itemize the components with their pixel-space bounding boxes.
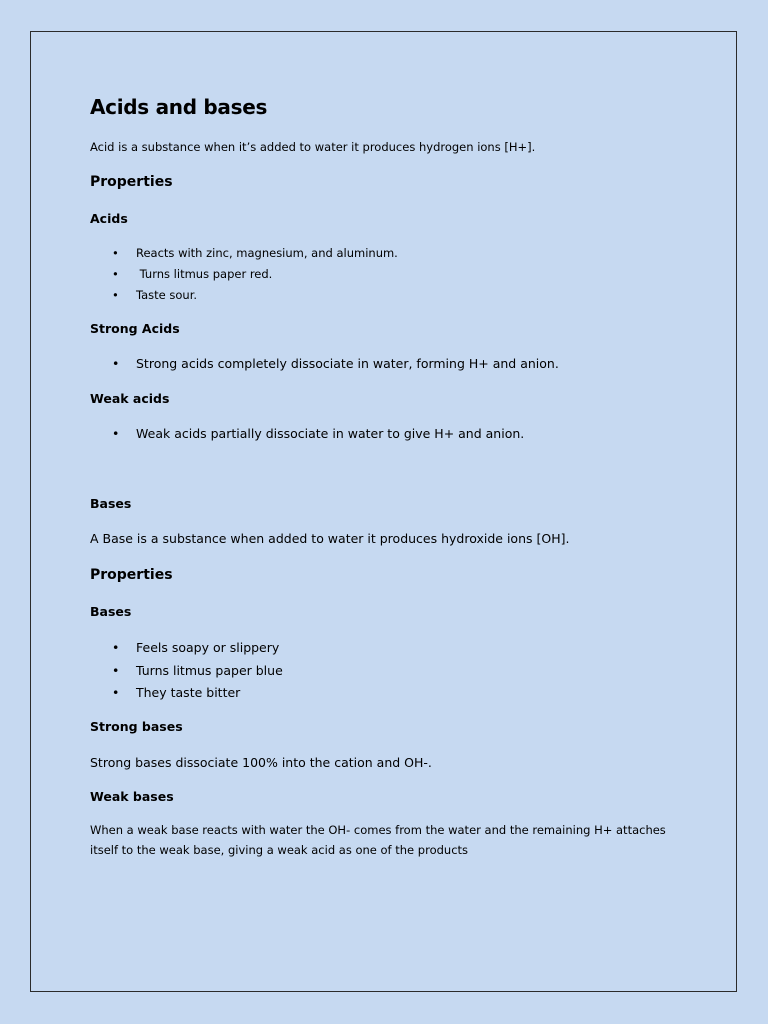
list-item [90, 640, 279, 655]
acids-heading: Acids [90, 211, 128, 226]
list-item [90, 685, 240, 700]
bases-heading: Bases [90, 604, 132, 619]
list-item-text: Taste sour. [136, 288, 198, 302]
strong-acids-heading: Strong Acids [90, 321, 180, 336]
list-item [90, 356, 559, 371]
acid-definition: Acid is a substance when it’s added to water it produces hydrogen ions [H+]. [90, 140, 536, 154]
bullet-icon: • [112, 685, 120, 700]
base-definition: A Base is a substance when added to water it produces hydroxide ions [OH]. [90, 531, 570, 546]
list-item [90, 267, 272, 281]
list-item-text: Feels soapy or slippery [136, 640, 280, 655]
list-item-text: Strong acids completely dissociate in water, forming H+ and anion. [136, 356, 559, 371]
base-properties-heading: Properties [90, 567, 173, 583]
list-item [90, 663, 283, 678]
bullet-icon: • [112, 288, 119, 302]
list-item-text: Turns litmus paper red. [136, 267, 273, 281]
acid-properties-heading: Properties [90, 174, 173, 190]
weak-acids-heading: Weak acids [90, 391, 170, 406]
list-item [90, 288, 197, 302]
bullet-icon: • [112, 246, 119, 260]
list-item-text: Reacts with zinc, magnesium, and aluminum. [136, 246, 398, 260]
list-item [90, 426, 524, 441]
weak-bases-text: When a weak base reacts with water the OH- comes from the water and the remaining H+ attaches itself to the weak base, giving a weak acid as one of the products [90, 823, 666, 857]
list-item [90, 246, 398, 260]
bullet-icon: • [112, 267, 119, 281]
bases-section-heading: Bases [90, 496, 132, 511]
list-item-text: They taste bitter [136, 685, 241, 700]
list-item-text: Turns litmus paper blue [136, 663, 283, 678]
bullet-icon: • [112, 356, 120, 371]
page-title: Acids and bases [90, 95, 268, 119]
strong-bases-text: Strong bases dissociate 100% into the cation and OH-. [90, 755, 432, 770]
bullet-icon: • [112, 640, 120, 655]
bullet-icon: • [112, 426, 120, 441]
bullet-icon: • [112, 663, 120, 678]
strong-bases-heading: Strong bases [90, 719, 183, 734]
list-item-text: Weak acids partially dissociate in water to give H+ and anion. [136, 426, 525, 441]
weak-bases-heading: Weak bases [90, 789, 174, 804]
